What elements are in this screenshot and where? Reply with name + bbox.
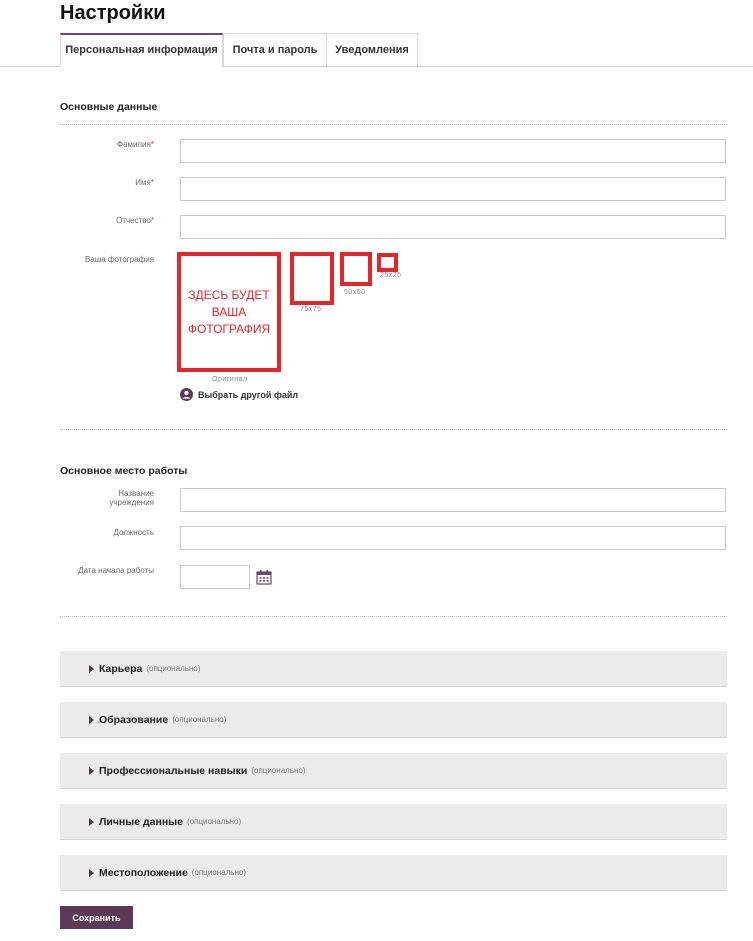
last-name-label-text: Фамилия [116,140,151,149]
position-input[interactable] [180,526,726,550]
photo-preview-25 [377,253,398,272]
caret-right-icon [89,869,94,877]
accordion-personal-data[interactable] [60,804,727,840]
first-name-label-text: Имя [135,178,151,187]
photo-placeholder-line: ВАША [211,304,247,319]
photo-placeholder-line: ЗДЕСЬ БУДЕТ [188,287,270,302]
photo-label: Ваша фотография [85,255,154,264]
photo-size-25-caption: 25x25 [380,272,402,279]
caret-right-icon [89,665,94,673]
page-title: Настройки [60,2,166,24]
position-label: Должность [113,528,154,537]
accordion-optional-note: (опционально) [146,664,201,673]
photo-original-caption: Оригинал [212,376,248,383]
caret-right-icon [89,767,94,775]
photo-placeholder-text [188,287,270,338]
middle-name-input[interactable] [180,215,726,239]
caret-right-icon [89,818,94,826]
first-name-label [135,178,154,187]
start-date-input[interactable] [180,565,250,589]
start-date-label: Дата начала работы [78,566,154,575]
photo-size-50-caption: 50x50 [344,289,366,296]
middle-name-label-text: Отчество [116,216,151,225]
accordion-location[interactable] [60,855,727,891]
last-name-input[interactable] [180,139,726,163]
required-mark: * [150,140,154,149]
section-divider [60,124,727,125]
save-button[interactable]: Сохранить [60,906,133,929]
accordion-title: Местоположение [99,866,188,879]
photo-placeholder-line: ФОТОГРАФИЯ [187,321,271,336]
accordion-optional-note: (опционально) [186,817,242,826]
calendar-icon[interactable] [256,569,272,585]
accordion-career[interactable] [60,651,727,687]
photo-size-75-caption: 75x75 [300,306,322,313]
tab-email-password[interactable]: Почта и пароль [223,33,327,66]
accordion-education[interactable] [60,702,727,738]
accordion-optional-note: (опционально) [251,766,306,775]
accordion-title: Личные данные [99,815,183,828]
accordion-optional-note: (опционально) [172,715,227,724]
section-divider [60,429,727,430]
choose-file-link[interactable] [180,388,298,401]
institution-label: Название учреждения [109,489,154,507]
required-mark: * [150,216,154,225]
caret-right-icon [89,716,94,724]
photo-original-preview [177,252,281,372]
section-title-basic: Основные данные [60,101,158,113]
tab-personal-info[interactable]: Персональная информация [60,33,223,67]
photo-preview-75 [290,252,334,305]
tab-notifications[interactable]: Уведомления [326,33,418,66]
accordion-title: Профессиональные навыки [99,764,248,777]
section-divider [60,616,727,617]
user-avatar-icon [180,388,193,401]
accordion-skills[interactable] [60,753,727,789]
last-name-label [117,140,154,149]
middle-name-label [116,216,154,225]
accordion-title: Образование [99,713,169,726]
section-title-work: Основное место работы [60,465,188,477]
required-mark: * [150,178,154,187]
accordion-optional-note: (опционально) [191,868,246,877]
choose-file-label[interactable]: Выбрать другой файл [198,389,299,400]
accordion-title: Карьера [99,662,143,675]
first-name-input[interactable] [180,177,726,201]
institution-input[interactable] [180,488,726,512]
photo-preview-50 [340,252,372,286]
